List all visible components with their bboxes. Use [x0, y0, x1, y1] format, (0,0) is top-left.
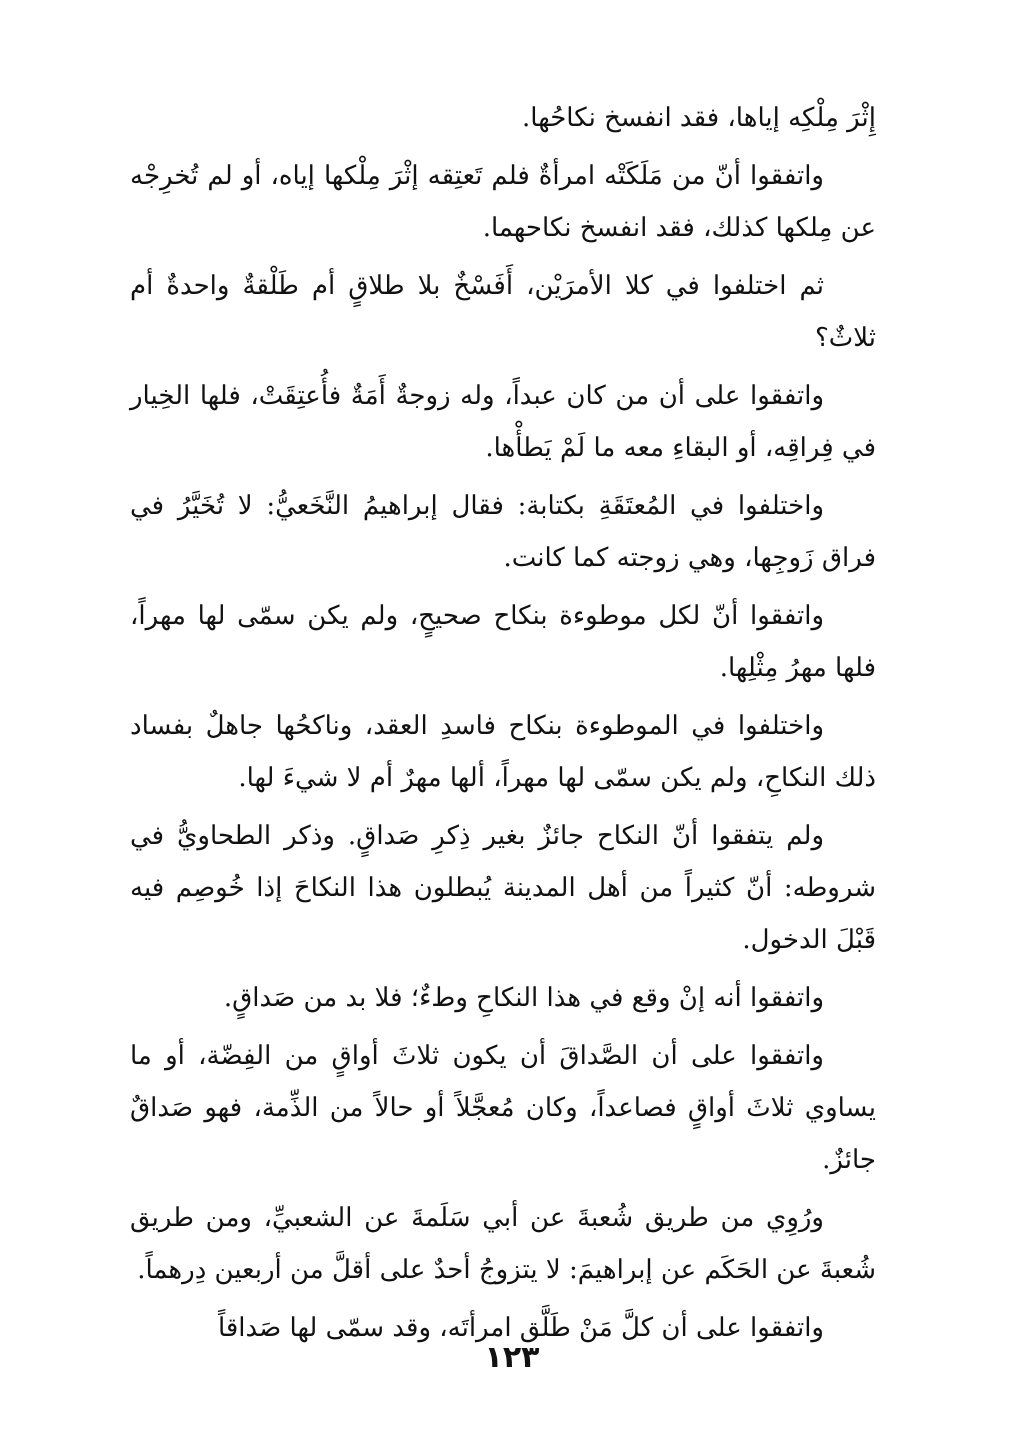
page-number: ١٢٣	[484, 1340, 540, 1375]
paragraph-9: واتفقوا أنه إنْ وقع في هذا النكاحِ وطءٌ؛ فلا بد من صَداقٍ.	[223, 983, 824, 1013]
paragraph-10: واتفقوا على أن الصَّداقَ أن يكون ثلاثَ أواقٍ من الفِضّة، أو ما يساوي ثلاثَ أواقٍ فصاعداً، وكان مُعجَّلاً أو حالاً من الذِّمة، فهو صَداقٌ جائزٌ.	[130, 1041, 876, 1175]
paragraph-5: واختلفوا في المُعتَقَةِ بكتابة: فقال إبراهيمُ النَّخَعيُّ: لا تُخَيَّرُ في فراق زَوجِها، وهي زوجته كما كانت.	[130, 491, 876, 573]
paragraph-6: واتفقوا أنّ لكل موطوءة بنكاح صحيحٍ، ولم يكن سمّى لها مهراً، فلها مهرُ مِثْلِها.	[130, 601, 876, 683]
paragraph-7: واختلفوا في الموطوءة بنكاح فاسدِ العقد، وناكحُها جاهلٌ بفساد ذلك النكاحِ، ولم يكن سمّى لها مهراً، ألها مهرٌ أم لا شيءَ لها.	[130, 711, 876, 793]
paragraph-1: إِثْرَ مِلْكِه إياها، فقد انفسخ نكاحُها.	[522, 103, 876, 133]
paragraph-2: واتفقوا أنّ من مَلَكَتْه امرأةٌ فلم تَعتِقه إثْرَ مِلْكها إياه، أو لم تُخرِجْه عن مِلكها كذلك، فقد انفسخ نكاحهما.	[130, 161, 876, 243]
paragraph-8: ولم يتفقوا أنّ النكاح جائزٌ بغير ذِكرِ صَداقٍ. وذكر الطحاويُّ في شروطه: أنّ كثيراً من أهل المدينة يُبطلون هذا النكاحَ إذا خُوصِم فيه قَبْلَ الدخول.	[130, 821, 876, 955]
paragraph-4: واتفقوا على أن من كان عبداً، وله زوجةٌ أَمَةٌ فأُعتِقَتْ، فلها الخِيار في فِراقِه، أو البقاءِ معه ما لَمْ يَطأْها.	[130, 381, 876, 463]
paragraph-12: واتفقوا على أن كلَّ مَنْ طَلَّق امرأتَه، وقد سمّى لها صَداقاً	[217, 1313, 824, 1343]
paragraph-11: ورُوِي من طريق شُعبةَ عن أبي سَلَمةَ عن الشعبيِّ، ومن طريق شُعبةَ عن الحَكَم عن إبراهيمَ: لا يتزوجُ أحدٌ على أقلَّ من أربعين دِرهماً.	[130, 1203, 876, 1285]
document-body	[130, 92, 876, 1360]
paragraph-3: ثم اختلفوا في كلا الأمرَيْن، أَفَسْخٌ بلا طلاقٍ أم طَلْقةٌ واحدةٌ أم ثلاثٌ؟	[130, 271, 876, 353]
